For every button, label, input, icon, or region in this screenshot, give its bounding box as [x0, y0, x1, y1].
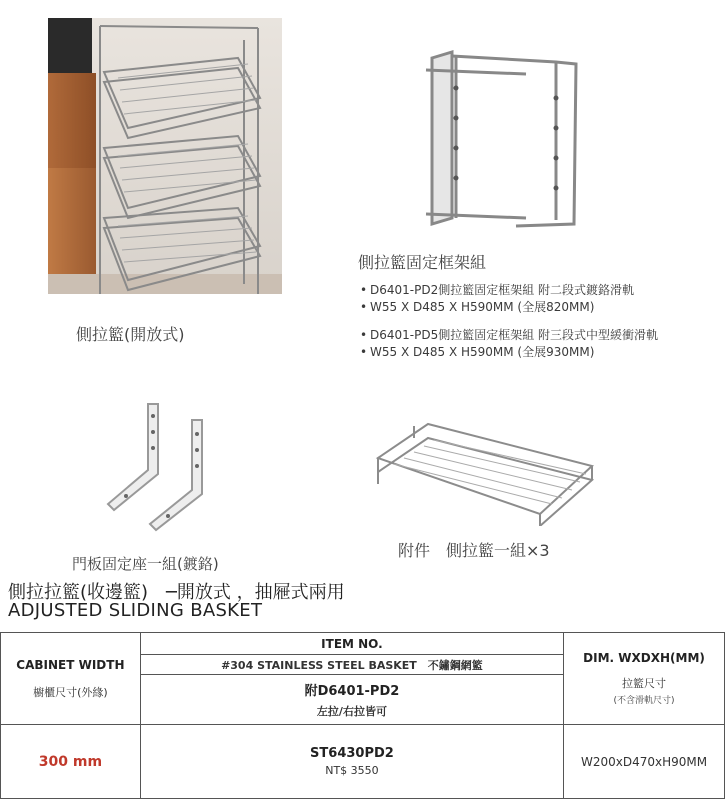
wire-basket-drawing [48, 18, 282, 294]
material-label: #304 STAINLESS STEEL BASKET 不鏽鋼網籃 [140, 655, 563, 675]
accessory-code: 附D6401-PD2 [304, 684, 400, 699]
open-basket-caption: 側拉籃(開放式) [76, 325, 185, 344]
basket-set-caption: 附件 側拉籃一組×3 [398, 541, 550, 560]
row-cabinet-width: 300 mm [1, 725, 141, 799]
row-item-price: NT$ 3550 [325, 764, 379, 777]
section-heading-chinese: 側拉拉籃(收邊籃) ─開放式 ，抽屜式兩用 [8, 582, 345, 603]
dim-subheader-note: (不含滑軌尺寸) [613, 696, 675, 706]
frame-set-caption: 側拉籃固定框架組 [358, 253, 487, 272]
accessory-cell [140, 675, 563, 725]
door-bracket-drawing [104, 398, 208, 536]
frame-spec-line-4: • W55 X D485 X H590MM (全展930MM) [360, 345, 595, 359]
dim-header-cell [564, 633, 725, 725]
frame-spec-line-1: • D6401-PD2側拉籃固定框架組 附二段式鍍鉻滑軌 [360, 283, 635, 297]
spec-table [0, 632, 725, 799]
basket-set-drawing [374, 418, 596, 526]
item-no-header: ITEM NO. [140, 633, 563, 655]
cabinet-width-subheader: 櫥櫃尺寸(外緣) [33, 685, 108, 699]
row-item-code: ST6430PD2 [310, 746, 394, 761]
frame-set-drawing [416, 48, 592, 230]
door-bracket-caption: 門板固定座一組(鍍鉻) [72, 555, 219, 573]
open-basket-photo [48, 18, 282, 294]
frame-spec-line-3: • D6401-PD5側拉籃固定框架組 附三段式中型緩衝滑軌 [360, 328, 659, 342]
table-row [1, 725, 725, 799]
cabinet-width-header: CABINET WIDTH [16, 657, 125, 672]
dim-header: DIM. WXDXH(MM) [583, 651, 705, 665]
row-item-cell [140, 725, 563, 799]
accessory-note: 左拉/右拉皆可 [316, 705, 387, 718]
cabinet-width-header-cell [1, 633, 141, 725]
row-dimension: W200xD470xH90MM [564, 725, 725, 799]
section-heading-english: ADJUSTED SLIDING BASKET [8, 600, 263, 621]
frame-spec-line-2: • W55 X D485 X H590MM (全展820MM) [360, 300, 595, 314]
dim-subheader: 拉籃尺寸 [622, 677, 667, 690]
